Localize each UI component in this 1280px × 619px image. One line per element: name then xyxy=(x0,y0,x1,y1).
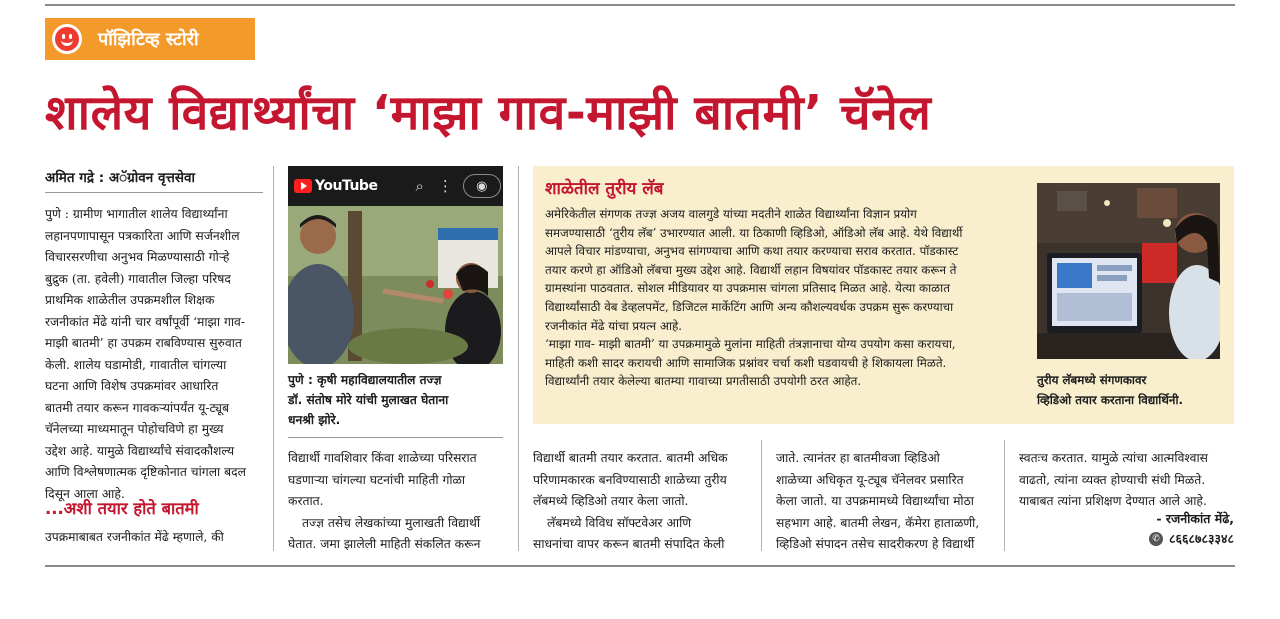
line: विद्यार्थी बातमी तयार करतात. बातमी अधिक xyxy=(533,451,728,465)
line: घटना आणि विशेष उपक्रमांवर आधारित xyxy=(45,379,219,393)
phone-number: ८६६८७८३३४८ xyxy=(1168,531,1234,546)
box-title: शाळेतील तुरीय लॅब xyxy=(545,179,664,199)
line: विद्यार्थ्यांनी तयार केलेल्या बातम्या गावाच्या प्रगतीसाठी उपयोगी ठरत आहेत. xyxy=(545,374,862,389)
column-2-text xyxy=(288,448,503,556)
line: विचारसरणीचा अनुभव मिळण्यासाठी गोऱ्हे xyxy=(45,250,230,264)
line: साधनांचा वापर करून बातमी संपादित केली xyxy=(533,537,725,551)
caption-line: तुरीय लॅबमध्ये संगणकावर xyxy=(1037,373,1147,387)
phone-row xyxy=(1019,530,1234,547)
signature: - रजनीकांत मेंढे, xyxy=(1156,511,1234,526)
caption-line: व्हिडिओ तयार करताना विद्यार्थिनी. xyxy=(1037,393,1183,407)
smiley-icon xyxy=(52,24,82,54)
box-text xyxy=(545,205,1017,391)
line: पुणे : ग्रामीण भागातील शालेय विद्यार्थ्यांना xyxy=(45,207,228,221)
column-5-text xyxy=(1019,448,1234,513)
line: रजनीकांत मेंढे यांचा प्रयत्न आहे. xyxy=(545,318,682,333)
line: केली. शालेय घडामोडी, गावातील चांगल्या xyxy=(45,357,227,372)
line: ‘माझा गाव- माझी बातमी’ या उपक्रमामुळे मुलांना माहिती तंत्रज्ञानाचा योग्य उपयोग कसा करायचा, xyxy=(545,337,956,352)
line: माझी बातमी’ हा उपक्रम राबविण्यास सुरुवात xyxy=(45,336,242,350)
caption-rule xyxy=(288,437,503,438)
line: करतात. xyxy=(288,494,324,508)
lab-photo xyxy=(1037,183,1220,359)
line: परिणामकारक बनविण्यासाठी शाळेच्या तुरीय xyxy=(533,472,727,487)
line: चॅनेलच्या माध्यमातून पोहोचविणे हा मुख्य xyxy=(45,422,224,436)
line: समजण्यासाठी ‘तुरीय लॅब’ उभारण्यात आली. या ठिकाणी व्हिडिओ, ऑडिओ लॅब आहे. येथे विद्यार्थी xyxy=(545,225,963,240)
subheading: ...अशी तयार होते बातमी xyxy=(45,499,199,518)
line: बुद्रुक (ता. हवेली) गावातील जिल्हा परिषद xyxy=(45,271,231,286)
lab-photo-caption xyxy=(1037,370,1227,410)
column-1-text xyxy=(45,204,263,505)
line: वाढतो, त्यांना व्यक्त होण्याची संधी मिळते. xyxy=(1019,472,1206,487)
line: बातमी तयार करून गावकऱ्यांपर्यंत यू-ट्यूब xyxy=(45,400,229,415)
caption-line: डॉ. संतोष मोरे यांची मुलाखत घेताना xyxy=(288,393,449,407)
tag-label: पॉझिटिव्ह स्टोरी xyxy=(98,29,199,50)
byline: अमित गद्रे : अॅग्रोवन वृत्तसेवा xyxy=(45,170,195,186)
line: घडणाऱ्या चांगल्या घटनांची माहिती गोळा xyxy=(288,472,466,487)
caption-line: पुणे : कृषी महाविद्यालयातील तज्ज्ञ xyxy=(288,373,442,387)
phone-icon: ✆ xyxy=(1149,532,1163,546)
line: स्वतःच करतात. यामुळे त्यांचा आत्मविश्वास xyxy=(1019,451,1208,465)
line: लहानपणापासून पत्रकारिता आणि सर्जनशील xyxy=(45,228,240,243)
more-vertical-icon: ⋮ xyxy=(437,177,453,195)
column-divider xyxy=(761,440,762,551)
line: केला जातो. या उपक्रमामध्ये विद्यार्थ्यांचा मोठा xyxy=(776,494,974,508)
line: ग्रामस्थांना पाठवतात. सोशल मीडियावर या उपक्रमास चांगला प्रतिसाद मिळत आहे. येत्या काळात xyxy=(545,281,950,296)
search-icon: ⌕ xyxy=(415,177,424,195)
line: लॅबमध्ये व्हिडिओ तयार केला जातो. xyxy=(533,494,689,508)
line: अमेरिकेतील संगणक तज्ज्ञ अजय वालगुडे यांच्या मदतीने शाळेत विद्यार्थ्यांना विज्ञान प्रयोग xyxy=(545,207,917,221)
line: सहभाग आहे. बातमी लेखन, कॅमेरा हाताळणी, xyxy=(776,515,980,530)
caption-line: धनश्री झोरे. xyxy=(288,413,341,427)
column-4-text xyxy=(776,448,990,556)
line: प्राथमिक शाळेतील उपक्रमशील शिक्षक xyxy=(45,293,215,307)
line: याबाबत त्यांना प्रशिक्षण देण्यात आले आहे. xyxy=(1019,494,1207,508)
line: आणि विश्लेषणात्मक दृष्टिकोनात चांगला बदल xyxy=(45,465,247,479)
line: घेतात. जमा झालेली माहिती संकलित करून xyxy=(288,537,481,551)
photo-caption xyxy=(288,370,503,430)
line: दिसून आला आहे. xyxy=(45,486,125,501)
byline-rule xyxy=(45,192,263,193)
youtube-wordmark: YouTube xyxy=(315,178,378,194)
line: व्हिडिओ संपादन तसेच सादरीकरण हे विद्यार्थी xyxy=(776,537,975,551)
line: माहिती कशी सादर करायची आणि सामाजिक प्रश्नांवर चर्चा कशी घडवायची हे शिकायला मिळते. xyxy=(545,355,947,370)
line: शाळेच्या अधिकृत यू-ट्यूब चॅनेलवर प्रसारित xyxy=(776,472,964,487)
column-divider xyxy=(1004,440,1005,551)
headline: शालेय विद्यार्थ्यांचा ‘माझा गाव-माझी बातमी’ चॅनेल xyxy=(45,85,932,141)
column-divider xyxy=(273,166,274,551)
column-divider xyxy=(518,166,519,551)
line: रजनीकांत मेंढे यांनी चार वर्षांपूर्वी ‘माझा गाव- xyxy=(45,314,246,329)
line: उद्देश आहे. यामुळे विद्यार्थ्यांचे संवादकौशल्य xyxy=(45,443,235,458)
line: तज्ज्ञ तसेच लेखकांच्या मुलाखती विद्यार्थी xyxy=(302,515,481,530)
youtube-logo-icon xyxy=(294,179,312,193)
interview-photo xyxy=(288,166,503,364)
youtube-top-bar xyxy=(288,166,503,206)
account-chip xyxy=(463,174,501,198)
column-3-text xyxy=(533,448,747,556)
line: आपले विचार मांडण्याचा, अनुभव सांगण्याचा आणि कथा तयार करण्याचा सराव करतात. पॉडकास्ट xyxy=(545,244,959,259)
positive-story-tag xyxy=(45,18,255,60)
top-rule xyxy=(45,4,1235,6)
line: विद्यार्थ्यांसाठी वेब डेव्हलपमेंट, डिजिटल मार्केटिंग आणि अन्य कौशल्यवर्धक उपक्रम सुरू करण्याचा xyxy=(545,299,954,314)
line: लॅबमध्ये विविध सॉफ्टवेअर आणि xyxy=(547,515,692,530)
line: तयार करणे हा ऑडिओ लॅबचा मुख्य उद्देश आहे. विद्यार्थी लहान विषयांवर पॉडकास्ट तयार करून ते xyxy=(545,262,957,277)
column-1-last-line: उपक्रमाबाबत रजनीकांत मेंढे म्हणाले, की xyxy=(45,530,224,544)
line: जाते. त्यानंतर हा बातमीवजा व्हिडिओ xyxy=(776,451,940,465)
account-icon: ◉ xyxy=(476,178,488,194)
line: विद्यार्थी गावशिवार किंवा शाळेच्या परिसरात xyxy=(288,451,477,465)
bottom-rule xyxy=(45,565,1235,567)
